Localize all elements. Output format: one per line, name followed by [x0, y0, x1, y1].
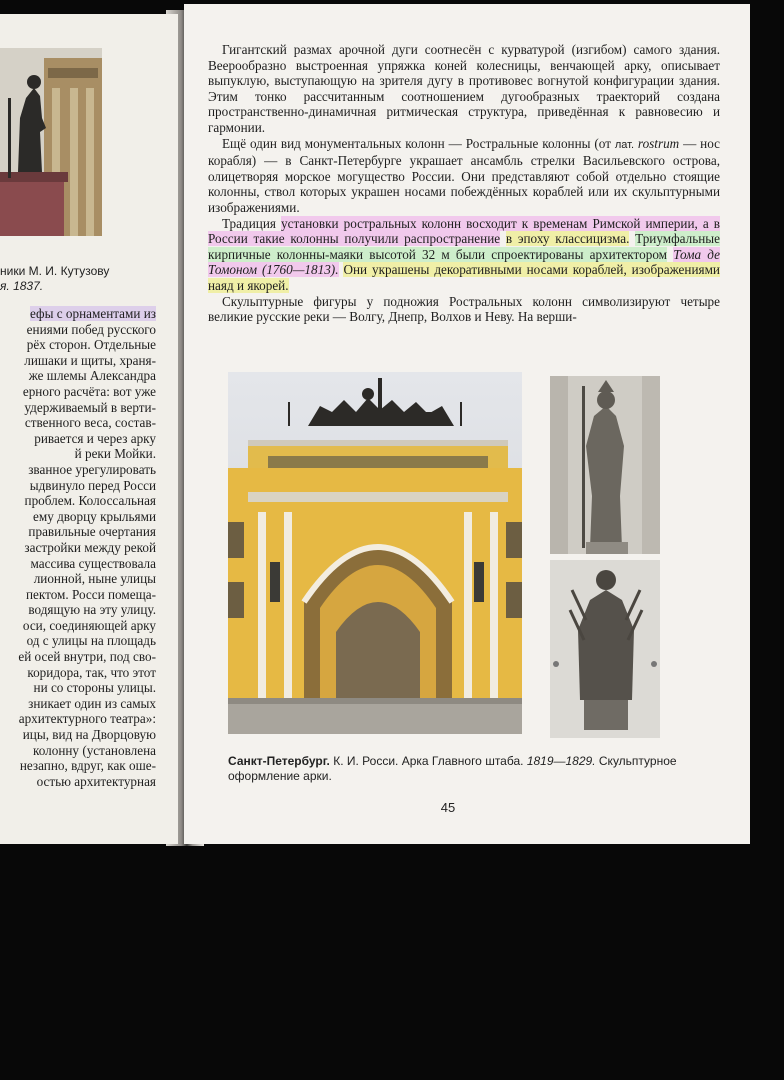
text-line: й реки Мойки. [74, 446, 156, 462]
paragraph-sculptures: Скульптурные фигуры у подножия Ростральных колонн символизируют четыре великие русские реки — Волгу, Днепр, Волхов и Неву. На верши- [208, 293, 720, 325]
text-line: ерного расчёта: вот уже [22, 383, 156, 399]
text-line: ему дворцу крыльями [33, 508, 156, 524]
paragraph-rostral-columns: Ещё один вид монументальных колонн — Ростральные колонны (от лат. rostrum — нос корабля) — в Санкт-Петербурге украшает ансамбль стрелки Васильевского острова, олицетворяя морское могущество России. Они представляют собой отдельно стоящие колонны, ствол которых украшен носами побеждённых кораблей или их скульптурными изображениями. [208, 135, 721, 215]
text-line: правильные очертания [28, 524, 156, 540]
kutuzov-monument-photo [0, 48, 102, 236]
text-line: же шлемы Александра [28, 368, 156, 384]
text-line: ни со стороны улицы. [33, 680, 156, 696]
left-page [0, 14, 178, 844]
text-line: од с улицы на площадь [26, 633, 156, 649]
text-line: коридора, так, что этот [27, 664, 156, 680]
page-number: 45 [440, 800, 456, 815]
text-line: ственного веса, состав- [24, 415, 156, 431]
left-page-text [0, 306, 156, 789]
text-line: ефы с орнаментами из [30, 306, 156, 321]
paragraph-arch-curvature: Гигантский размах арочной дуги соотнесён с курватурой (изгибом) самого здания. Веерообразно выстроенная упряжка коней колесницы, венчающей арку, описывает выпуклую, выступающую на зрителя дугу в противовес вогнутой конфигурации здания. Этим тонко рассчитанным соотношением дугообразных траекторий создана пространственно-динамичная ритмическая структура, приведённая к равновесию и гармонии. [208, 42, 720, 135]
text-line: массива существовала [30, 555, 156, 571]
general-staff-arch-photo [228, 372, 522, 734]
warrior-statue-photo [550, 376, 660, 554]
caption-city: Санкт-Петербург. [228, 754, 330, 768]
caption-dates: 1819—1829. [526, 754, 596, 768]
text-line: водящую на эту улицу. [28, 602, 156, 618]
military-trophy-relief-photo [550, 560, 660, 738]
kutuzov-photo-caption [0, 264, 170, 294]
text-line: удерживаемый в верти- [24, 399, 156, 415]
caption-tail: Скульптурное оформление арки. [228, 754, 677, 783]
text-line: ривается и через арку [34, 430, 156, 446]
text-line: зникает один из самых [28, 695, 156, 711]
text-line: ей осей внутри, под сво- [18, 649, 156, 665]
text-line: пектом. Росси помеща- [25, 586, 156, 602]
right-page [184, 4, 750, 844]
text-line: ыдвинуло перед Росси [29, 477, 156, 493]
text-line: архитектурного театра»: [18, 711, 156, 727]
text-line: рёх сторон. Отдельные [26, 337, 156, 353]
arch-photo-caption [228, 754, 728, 784]
text-line: остью архитектурная [36, 773, 156, 789]
text-line: колонну (установлена [32, 742, 156, 758]
text-line: ицы, вид на Дворцовую [22, 727, 156, 743]
caption-line: ники М. И. Кутузову [0, 264, 110, 278]
text-line: оси, соединяющей арку [22, 617, 156, 633]
text-line: застройки между рекой [24, 539, 156, 555]
caption-line: я. 1837. [0, 279, 44, 293]
text-line: проблем. Колоссальная [24, 493, 156, 509]
right-page-text [208, 42, 720, 325]
paragraph-tradition: Традиция установки ростральных колонн восходит к временам Римской империи, а в России такие колонны получили распространение в эпоху классицизма. Триумфальные кирпичные колонны-маяки высотой 32 м были спроектированы архитектором Тома де Томоном (1760—1813). Они украшены декоративными носами кораблей, изображениями наяд и якорей. [208, 215, 721, 293]
text-line: званное урегулировать [28, 461, 156, 477]
text-line: лионной, ныне улицы [33, 571, 156, 587]
text-line: лишаки и щиты, храня- [24, 352, 156, 368]
caption-description: К. И. Росси. Арка Главного штаба. [333, 754, 524, 768]
text-line: ениями побед русского [26, 321, 156, 337]
text-line: незапно, вдруг, как оше- [19, 758, 156, 774]
